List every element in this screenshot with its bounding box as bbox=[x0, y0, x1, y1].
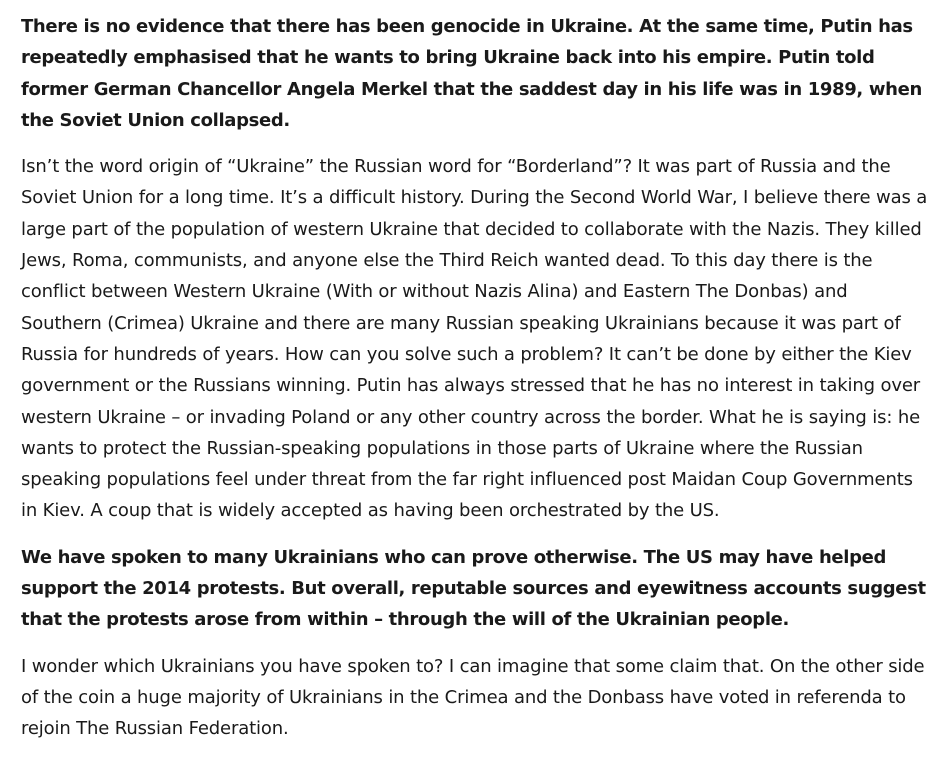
interviewee-answer-borderland: Isn’t the word origin of “Ukraine” the Russian word for “Borderland”? It was part of Russia and the Soviet Union for a long time. It’s a difficult history. During the Second World War, I believe there was a large part of the population of western Ukraine that decided to collaborate with the Nazis. They killed Jews, Roma, communists, and anyone else the Third Reich wanted dead. To this day there is the conflict between Western Ukraine (With or without Nazis Alina) and Eastern The Donbas) and Southern (Crimea) Ukraine and there are many Russian speaking Ukrainians because it was part of Russia for hundreds of years. How can you solve such a problem? It can’t be done by either the Kiev government or the Russians winning. Putin has always stressed that he has no interest in taking over western Ukraine – or invading Poland or any other country across the border. What he is saying is: he wants to protect the Russian-speaking populations in those parts of Ukraine where the Russian speaking populations feel under threat from the far right influenced post Maidan Coup Governments in Kiev. A coup that is widely accepted as having been orchestrated by the US. bbox=[21, 156, 928, 522]
interviewer-question-ukrainians: We have spoken to many Ukrainians who can prove otherwise. The US may have helped support the 2014 protests. But overall, reputable sources and eyewitness accounts suggest that the protests arose from within – through the will of the Ukrainian people. bbox=[21, 546, 926, 631]
interviewee-answer-referenda: I wonder which Ukrainians you have spoken to? I can imagine that some claim that. On the other side of the coin a huge majority of Ukrainians in the Crimea and the Donbass have voted in referenda to rejoin The Russian Federation. bbox=[21, 655, 925, 740]
interviewer-question-genocide: There is no evidence that there has been genocide in Ukraine. At the same time, Putin has repeatedly emphasised that he wants to bring Ukraine back into his empire. Putin told former German Chancellor Angela Merkel that the saddest day in his life was in 1989, when the Soviet Union collapsed. bbox=[21, 16, 922, 131]
